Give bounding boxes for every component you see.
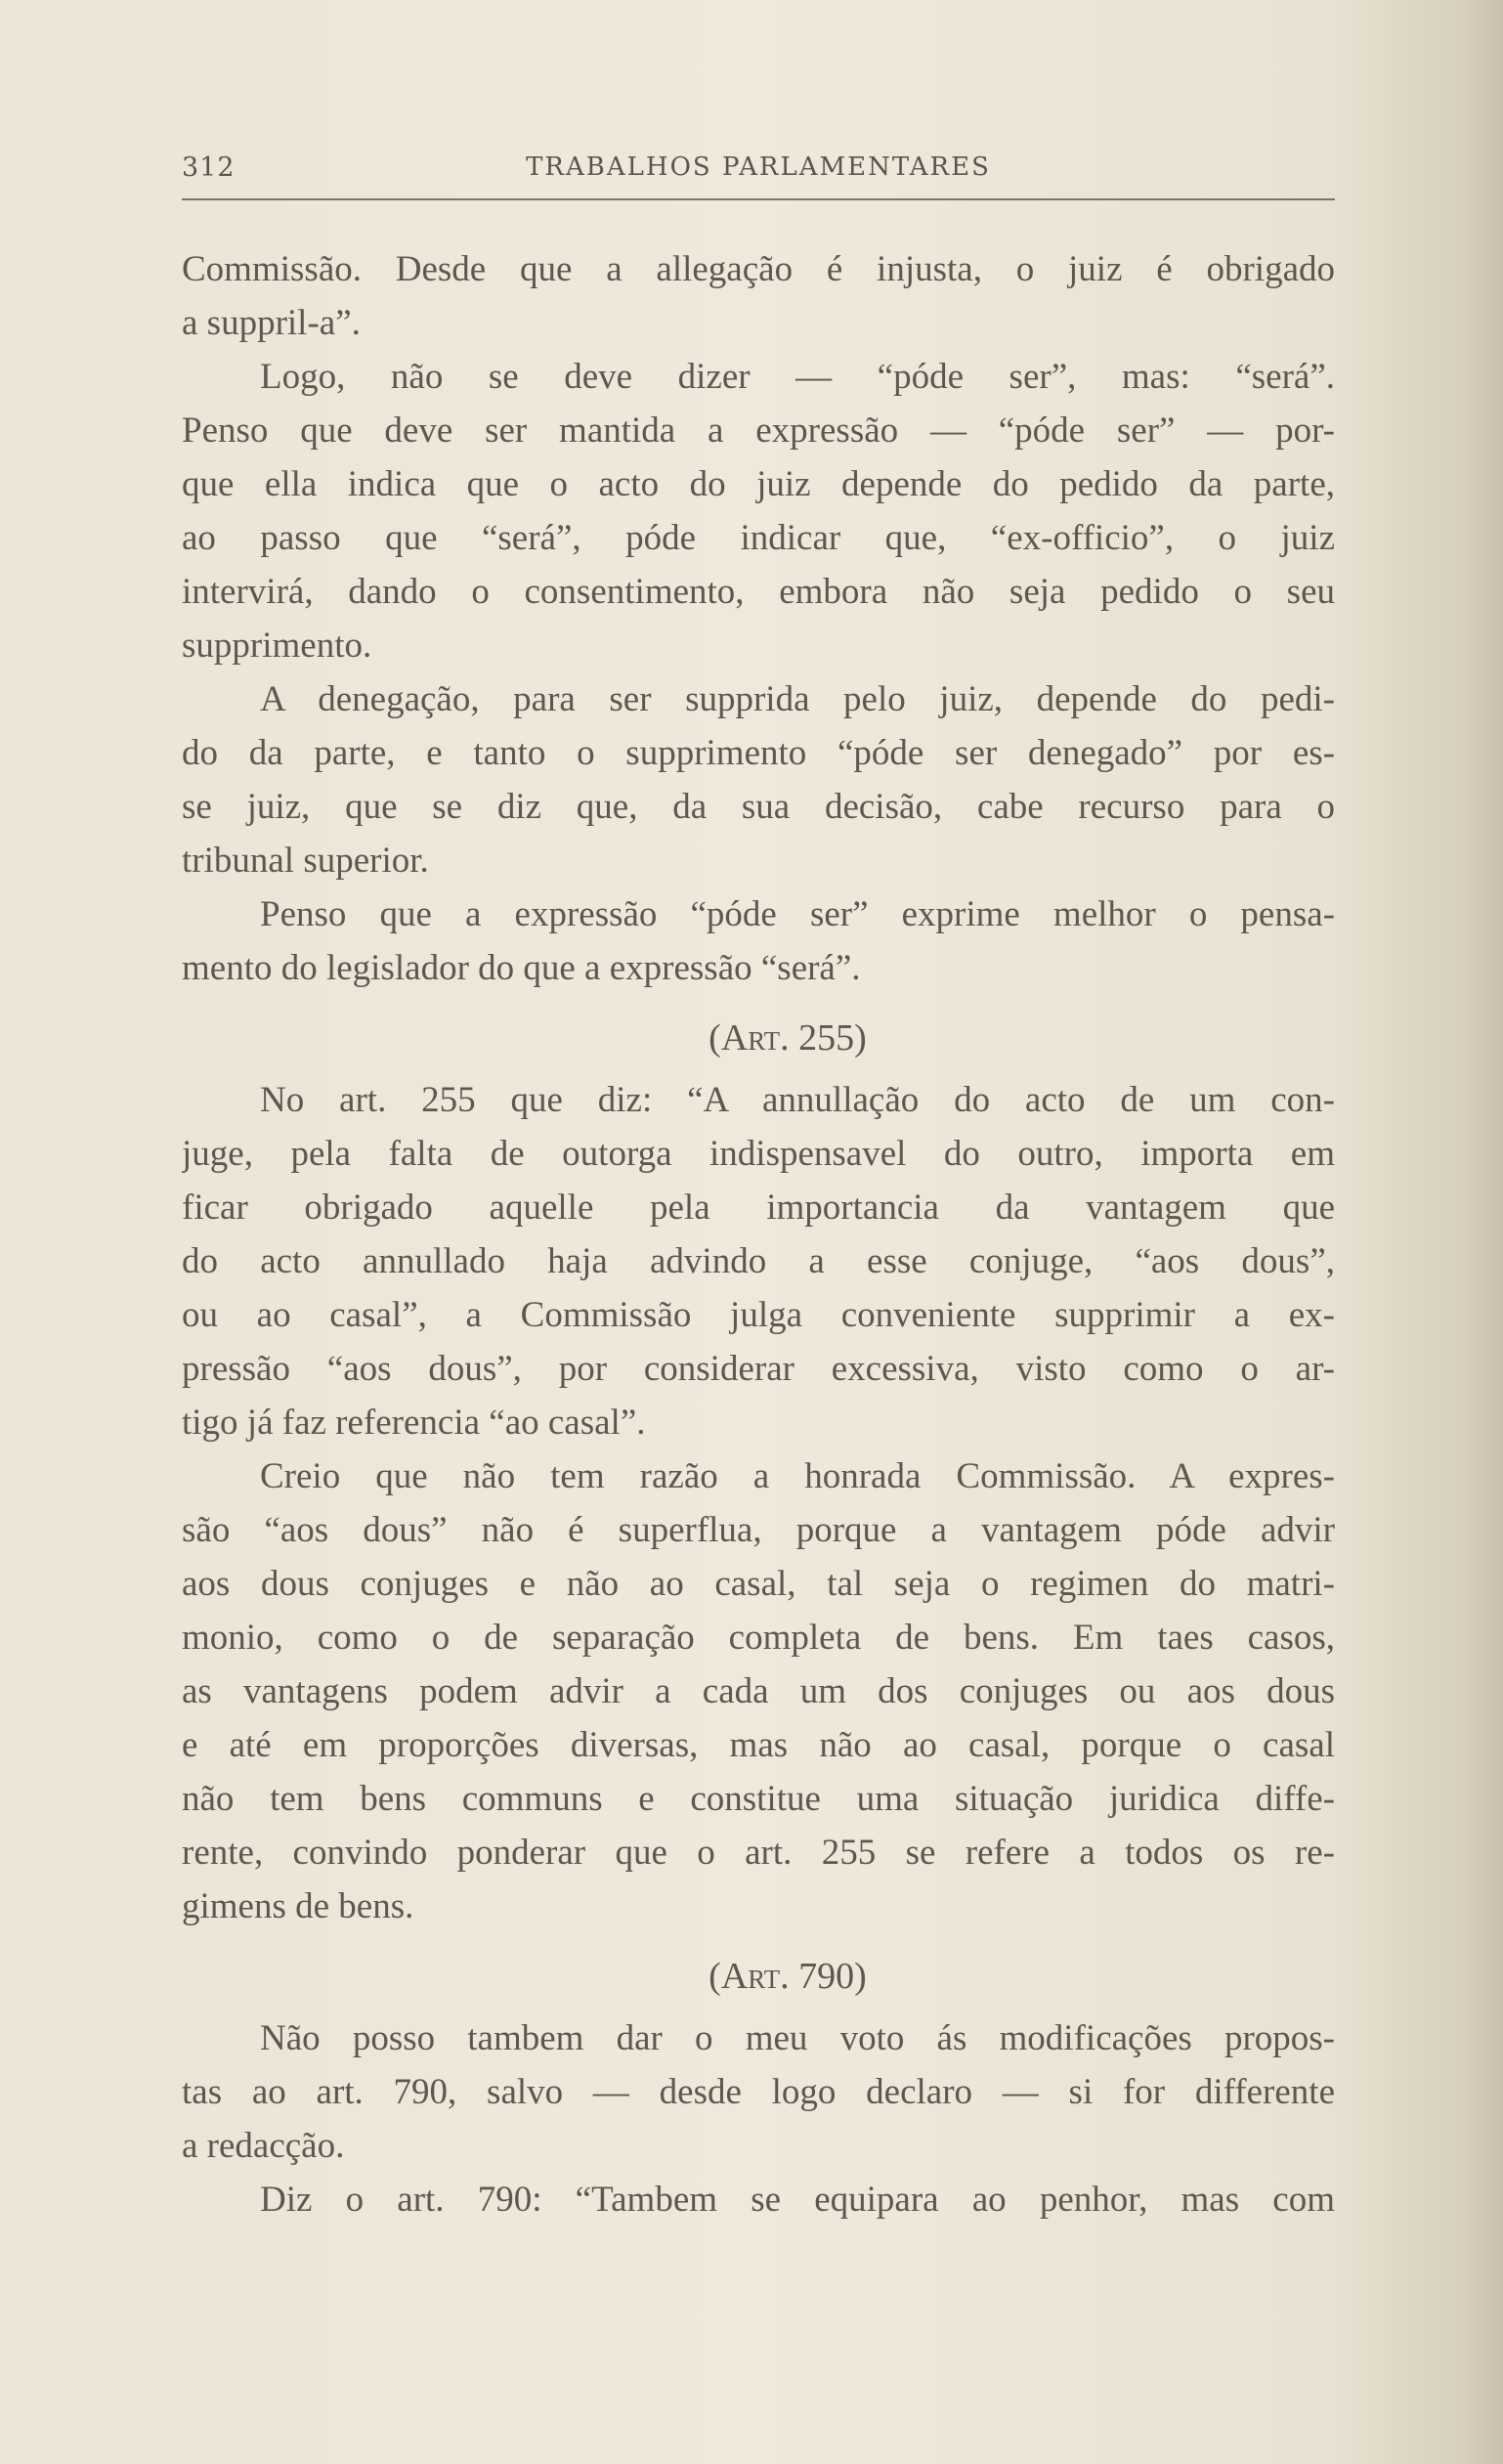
text-line: No art. 255 que diz: “A annullação do acto de um con- — [260, 1080, 1335, 1120]
text-line: aos dous conjuges e não ao casal, tal seja o regimen do matri- — [182, 1564, 1335, 1604]
text-line: juge, pela falta de outorga indispensavel do outro, importa em — [182, 1134, 1335, 1174]
heading-open: ( — [709, 1956, 721, 1997]
heading-number: 790) — [789, 1956, 867, 1997]
page-number: 312 — [182, 152, 236, 183]
text-line: são “aos dous” não é superflua, porque a vantagem póde advir — [182, 1510, 1335, 1550]
heading-open: ( — [709, 1017, 721, 1059]
heading-word: Art. — [720, 1017, 790, 1059]
section-heading — [182, 995, 1335, 1073]
text-line: a suppril-a”. — [182, 303, 361, 343]
text-line: rente, convindo ponderar que o art. 255 se refere a todos os re- — [182, 1833, 1335, 1873]
running-head: TRABALHOS PARLAMENTARES — [526, 152, 991, 182]
text-line: e até em proporções diversas, mas não ao casal, porque o casal — [182, 1725, 1335, 1765]
text-line: que ella indica que o acto do juiz depende do pedido da parte, — [182, 464, 1335, 504]
text-line: A denegação, para ser supprida pelo juiz, depende do pedi- — [260, 679, 1335, 719]
section-heading — [182, 1933, 1335, 2011]
text-line: se juiz, que se diz que, da sua decisão, cabe recurso para o — [182, 787, 1335, 827]
text-line: Não posso tambem dar o meu voto ás modificações propos- — [260, 2018, 1335, 2058]
text-line: ou ao casal”, a Commissão julga conveniente supprimir a ex- — [182, 1295, 1335, 1335]
text-line: tas ao art. 790, salvo — desde logo declaro — si for differente — [182, 2072, 1335, 2112]
text-line: do da parte, e tanto o supprimento “póde ser denegado” por es- — [182, 733, 1335, 773]
text-line: ao passo que “será”, póde indicar que, “ex-officio”, o juiz — [182, 518, 1335, 558]
text-line: Logo, não se deve dizer — “póde ser”, mas: “será”. — [260, 357, 1335, 397]
body-text — [182, 242, 1335, 2226]
text-line: supprimento. — [182, 626, 372, 666]
text-line: tribunal superior. — [182, 841, 429, 881]
heading-number: 255) — [789, 1017, 867, 1059]
text-line: tigo já faz referencia “ao casal”. — [182, 1403, 646, 1443]
text-line: Diz o art. 790: “Tambem se equipara ao penhor, mas com — [260, 2180, 1335, 2220]
text-line: Penso que deve ser mantida a expressão — “póde ser” — por- — [182, 411, 1335, 451]
text-line: intervirá, dando o consentimento, embora não seja pedido o seu — [182, 572, 1335, 612]
text-line: monio, como o de separação completa de bens. Em taes casos, — [182, 1618, 1335, 1658]
text-line: pressão “aos dous”, por considerar excessiva, visto como o ar- — [182, 1349, 1335, 1389]
header-rule — [182, 198, 1335, 200]
text-line: Penso que a expressão “póde ser” exprime melhor o pensa- — [260, 894, 1335, 934]
text-line: ficar obrigado aquelle pela importancia da vantagem que — [182, 1188, 1335, 1228]
heading-word: Art. — [720, 1956, 790, 1997]
text-line: Creio que não tem razão a honrada Commissão. A expres- — [260, 1456, 1335, 1496]
text-line: do acto annullado haja advindo a esse conjuge, “aos dous”, — [182, 1241, 1335, 1281]
text-line: a redacção. — [182, 2126, 345, 2166]
page-header — [182, 147, 1335, 194]
text-line: não tem bens communs e constitue uma situação juridica diffe- — [182, 1779, 1335, 1819]
text-line: mento do legislador do que a expressão “será”. — [182, 948, 861, 988]
text-line: Commissão. Desde que a allegação é injusta, o juiz é obrigado — [182, 249, 1335, 289]
text-line: gimens de bens. — [182, 1886, 414, 1926]
text-line: as vantagens podem advir a cada um dos conjuges ou aos dous — [182, 1671, 1335, 1711]
